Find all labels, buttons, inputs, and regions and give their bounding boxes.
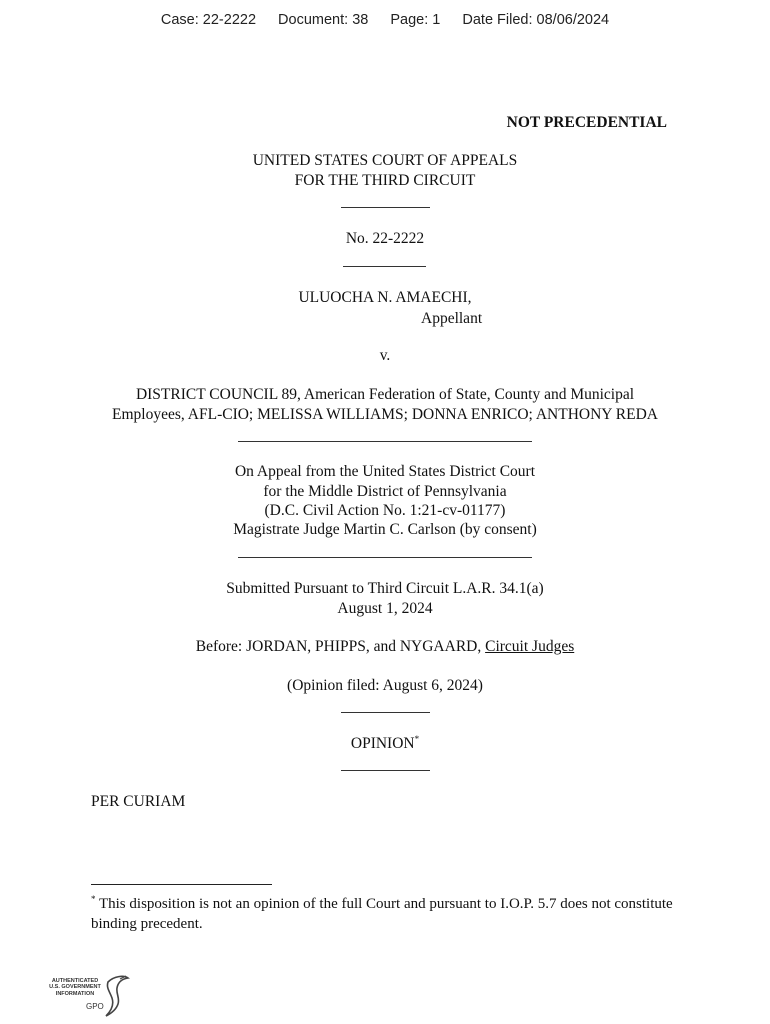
case-number: No. 22-2222	[345, 230, 425, 247]
court-name-line1: UNITED STATES COURT OF APPEALS	[252, 152, 518, 169]
appeal-info-line1: On Appeal from the United States District Court	[234, 463, 536, 480]
footnote	[91, 894, 681, 934]
gpo-badge-line1: AUTHENTICATED	[51, 978, 99, 984]
document-number-header: Document: 38	[278, 12, 369, 28]
gpo-badge-line2: U.S. GOVERNMENT	[49, 984, 101, 991]
case-number-header: Case: 22-2222	[160, 12, 257, 28]
opinion-filed: (Opinion filed: August 6, 2024)	[287, 677, 483, 694]
appellees-line1: DISTRICT COUNCIL 89, American Federation of State, County and Municipal	[135, 386, 635, 403]
panel-line	[0, 637, 770, 657]
divider	[341, 207, 430, 208]
footnote-marker: *	[91, 894, 96, 904]
divider	[341, 712, 430, 713]
gpo-authentication-badge	[44, 974, 130, 1018]
divider	[341, 770, 430, 771]
precedential-status: NOT PRECEDENTIAL	[506, 114, 667, 131]
page-number-header: Page: 1	[390, 12, 441, 28]
gpo-badge-line3: INFORMATION	[55, 990, 95, 997]
per-curiam: PER CURIAM	[91, 793, 186, 810]
opinion-footnote-marker: *	[414, 733, 420, 744]
footnote-text: This disposition is not an opinion of the full Court and pursuant to I.O.P. 5.7 does not constitute binding precedent.	[91, 896, 673, 932]
gpo-mark: GPO	[86, 1002, 104, 1011]
divider	[238, 557, 532, 558]
eagle-icon	[104, 974, 130, 1018]
gpo-badge-text	[44, 978, 106, 997]
court-name-line2: FOR THE THIRD CIRCUIT	[294, 172, 476, 189]
appellant-role: Appellant	[421, 310, 483, 327]
submission-line1: Submitted Pursuant to Third Circuit L.A.R. 34.1(a)	[226, 580, 544, 597]
footnote-divider	[91, 884, 272, 885]
submission-date: August 1, 2024	[337, 600, 433, 617]
appellees-line2: Employees, AFL-CIO; MELISSA WILLIAMS; DONNA ENRICO; ANTHONY REDA	[112, 406, 658, 423]
panel-judges: Before: JORDAN, PHIPPS, and NYGAARD,	[195, 638, 486, 655]
divider	[343, 266, 426, 267]
opinion-heading: OPINION	[350, 735, 415, 752]
appellant-name: ULUOCHA N. AMAECHI,	[298, 289, 472, 306]
versus: v.	[379, 347, 391, 364]
appeal-info-line2: for the Middle District of Pennsylvania	[263, 483, 507, 500]
date-filed-header: Date Filed: 08/06/2024	[462, 12, 610, 28]
divider	[238, 441, 532, 442]
opinion-heading-line	[0, 734, 770, 754]
appeal-info-line3: (D.C. Civil Action No. 1:21-cv-01177)	[264, 502, 506, 519]
panel-title: Circuit Judges	[485, 638, 575, 655]
document-header	[0, 12, 770, 28]
appeal-info-line4: Magistrate Judge Martin C. Carlson (by consent)	[233, 521, 537, 538]
